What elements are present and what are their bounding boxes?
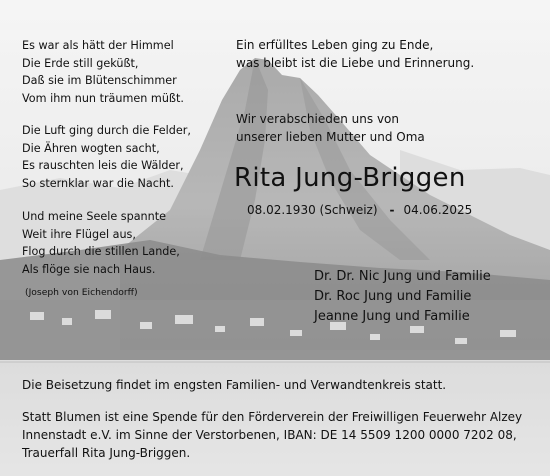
poem-line: Und meine Seele spannte bbox=[22, 210, 167, 223]
poem-line: Die Erde still geküßt, bbox=[22, 56, 139, 70]
deceased-name: Rita Jung-Briggen bbox=[234, 163, 466, 193]
intro-line-3: Wir verabschieden uns von bbox=[236, 112, 399, 126]
poem-stanza-1 bbox=[22, 37, 184, 107]
intro-line-2: was bleibt ist die Liebe und Erinnerung. bbox=[236, 56, 475, 70]
poem-line: Daß sie im Blütenschimmer bbox=[22, 74, 177, 87]
family-list bbox=[314, 267, 491, 327]
funeral-notice: Die Beisetzung findet im engsten Familien- und Verwandtenkreis statt. bbox=[22, 378, 447, 392]
intro-line-1: Ein erfülltes Leben ging zu Ende, bbox=[236, 38, 434, 52]
poem-stanza-3 bbox=[22, 208, 180, 278]
family-member: Jeanne Jung und Familie bbox=[314, 309, 470, 324]
donation-line-3: Trauerfall Rita Jung-Briggen. bbox=[22, 446, 191, 460]
poem-line: So sternklar war die Nacht. bbox=[22, 176, 174, 190]
family-member: Dr. Roc Jung und Familie bbox=[314, 289, 472, 304]
poem-line: Es war als hätt der Himmel bbox=[22, 39, 174, 52]
poem-line: Es rauschten leis die Wälder, bbox=[22, 159, 184, 172]
birth-date: 08.02.1930 (Schweiz) bbox=[247, 203, 378, 217]
death-date: 04.06.2025 bbox=[403, 203, 473, 217]
poem-line: Flog durch die stillen Lande, bbox=[22, 245, 180, 258]
poem-line: Die Luft ging durch die Felder, bbox=[22, 124, 191, 137]
poem-line: Als flöge sie nach Haus. bbox=[22, 262, 156, 276]
poem-line: Die Ähren wogten sacht, bbox=[22, 141, 160, 155]
poem-line: Vom ihm nun träumen müßt. bbox=[22, 91, 184, 105]
life-dates bbox=[247, 203, 472, 217]
family-member: Dr. Dr. Nic Jung und Familie bbox=[314, 269, 491, 284]
donation-line-1: Statt Blumen ist eine Spende für den Förderverein der Freiwilligen Feuerwehr Alzey bbox=[22, 410, 523, 424]
donation-line-2: Innenstadt e.V. im Sinne der Verstorbenen, IBAN: DE 14 5509 1200 0000 7202 08, bbox=[22, 428, 517, 442]
intro-line-4: unserer lieben Mutter und Oma bbox=[236, 130, 425, 144]
poem-line: Weit ihre Flügel aus, bbox=[22, 227, 136, 241]
poem-stanza-2 bbox=[22, 122, 191, 192]
date-separator: - bbox=[389, 203, 395, 217]
poem-attribution: (Joseph von Eichendorff) bbox=[25, 287, 138, 298]
